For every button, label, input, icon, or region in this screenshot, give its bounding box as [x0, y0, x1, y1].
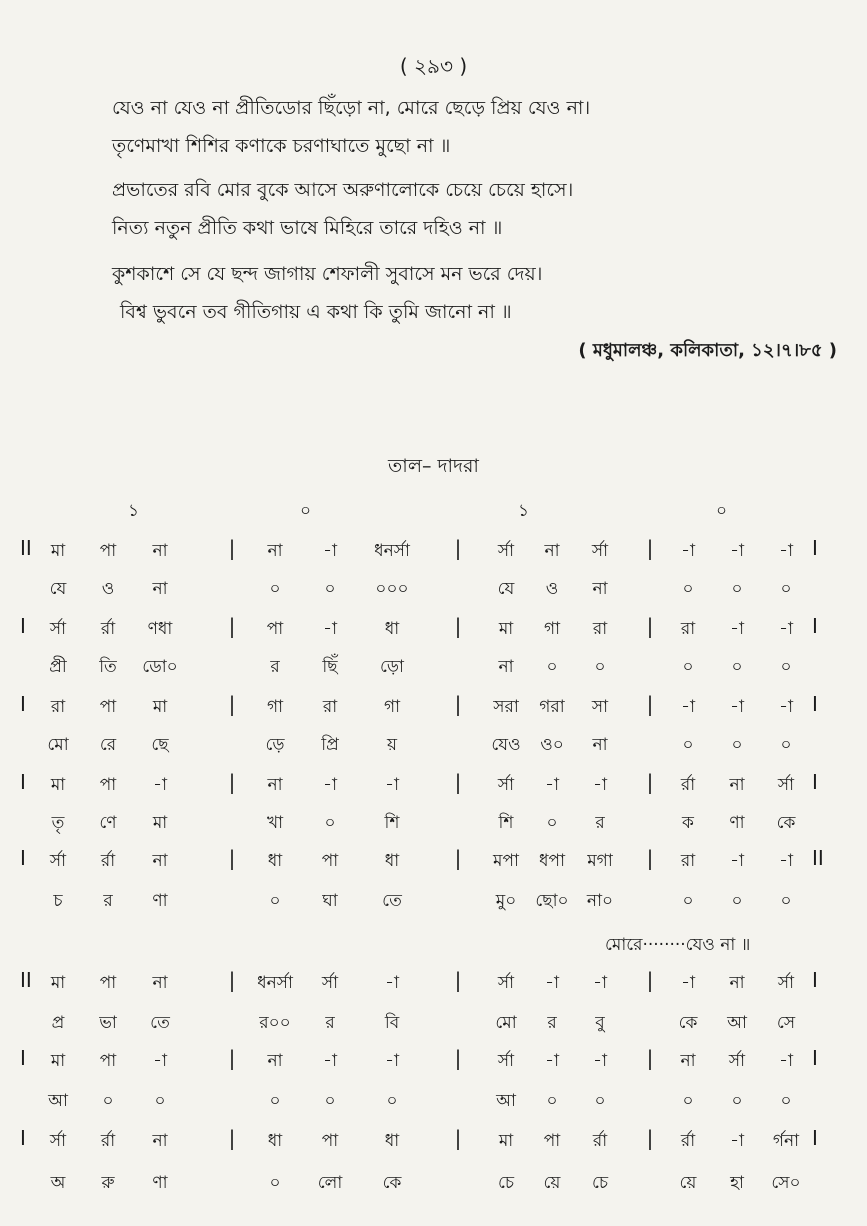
beat-separator: |: [454, 968, 462, 992]
beat-separator: |: [228, 968, 236, 992]
lyric-syllable: কে: [382, 1173, 402, 1193]
beat-separator: |: [228, 770, 236, 794]
lyric-syllable: ০: [102, 1091, 114, 1111]
lyric-syllable: সে০: [771, 1173, 801, 1193]
swara-note: -া: [730, 619, 744, 639]
swara-note: গা: [543, 619, 561, 639]
lyric-syllable: ০: [780, 735, 792, 755]
lyric-syllable: ০: [154, 1091, 166, 1111]
swara-note: -া: [730, 697, 744, 717]
swara-note: সরা: [493, 697, 519, 717]
lyric-syllable: হা: [730, 1173, 744, 1193]
lyric-syllable: ০: [682, 657, 694, 677]
lyric-syllable: মো: [47, 735, 69, 755]
lyric-syllable: ০: [731, 657, 743, 677]
swara-note: -া: [730, 1131, 744, 1151]
swara-note: -া: [153, 775, 167, 795]
lyric-syllable: ০: [731, 1091, 743, 1111]
swara-note: পা: [99, 1051, 117, 1071]
swara-note: না: [152, 973, 168, 993]
lyric-syllable: লো: [317, 1173, 343, 1193]
lyric-line: তৃণেমাখা শিশির কণাকে চরণাঘাতে মুছো না ॥: [112, 135, 451, 157]
lyric-syllable: ০: [269, 1173, 281, 1193]
lyric-syllable: ০: [780, 657, 792, 677]
beat-separator: |: [228, 614, 236, 638]
beat-mark: ১: [518, 501, 530, 521]
lyric-syllable: য়ে: [543, 1173, 561, 1193]
lyric-syllable: ০: [731, 579, 743, 599]
swara-note: পা: [321, 851, 339, 871]
swara-note: পা: [543, 1131, 561, 1151]
beat-separator: |: [646, 1046, 654, 1070]
lyric-syllable: না: [592, 579, 608, 599]
swara-note: পা: [266, 619, 284, 639]
swara-note: না: [544, 541, 560, 561]
lyric-syllable: র: [270, 657, 280, 677]
row-end-barline: II: [812, 846, 824, 870]
lyric-syllable: তে: [382, 891, 402, 911]
lyric-syllable: ০: [546, 813, 558, 833]
swara-note: -া: [323, 1051, 337, 1071]
swara-note: রা: [50, 697, 66, 717]
swara-note: র্রা: [100, 851, 116, 871]
beat-separator: |: [454, 614, 462, 638]
tala-title: তাল– দাদরা: [388, 455, 479, 477]
swara-note: পা: [99, 973, 117, 993]
swara-note: না: [729, 775, 745, 795]
swara-note: না: [267, 1051, 283, 1071]
swara-note: না: [267, 541, 283, 561]
lyric-syllable: ও০: [540, 735, 564, 755]
swara-note: রা: [680, 851, 696, 871]
beat-separator: |: [646, 536, 654, 560]
beat-separator: |: [454, 692, 462, 716]
lyric-syllable: কে: [776, 813, 796, 833]
swara-note: র্সা: [497, 541, 515, 561]
swara-note: ধা: [267, 851, 283, 871]
lyric-syllable: শি: [384, 813, 400, 833]
row-end-barline: I: [812, 1046, 818, 1070]
lyric-syllable: ০: [731, 891, 743, 911]
lyric-syllable: য়: [386, 735, 398, 755]
beat-separator: |: [228, 1126, 236, 1150]
lyric-syllable: প্রী: [49, 657, 67, 677]
lyric-syllable: আ: [496, 1091, 516, 1111]
lyric-syllable: ণা: [729, 813, 745, 833]
beat-separator: |: [646, 968, 654, 992]
lyric-syllable: ০: [546, 657, 558, 677]
lyric-syllable: ণা: [152, 1173, 168, 1193]
swara-note: র্রা: [592, 1131, 608, 1151]
swara-note: -া: [593, 1051, 607, 1071]
swara-note: -া: [681, 541, 695, 561]
lyric-syllable: তৃ: [51, 813, 65, 833]
lyric-syllable: রে: [99, 735, 117, 755]
swara-note: -া: [779, 541, 793, 561]
lyric-syllable: ও: [545, 579, 559, 599]
row-start-barline: I: [20, 614, 26, 638]
lyric-syllable: যে: [49, 579, 67, 599]
row-start-barline: II: [20, 536, 32, 560]
beat-separator: |: [454, 536, 462, 560]
lyric-syllable: ণে: [99, 813, 117, 833]
page-number: ( ২৯৩ ): [399, 54, 468, 78]
lyric-syllable: ০: [682, 579, 694, 599]
row-start-barline: I: [20, 770, 26, 794]
swara-note: রা: [322, 697, 338, 717]
lyric-syllable: ছো০: [535, 891, 569, 911]
swara-note: র্সা: [497, 973, 515, 993]
swara-note: -া: [385, 973, 399, 993]
swara-note: -া: [153, 1051, 167, 1071]
swara-note: গরা: [539, 697, 565, 717]
swara-note: না: [152, 541, 168, 561]
swara-note: -া: [545, 775, 559, 795]
lyric-syllable: ছে: [151, 735, 169, 755]
lyric-syllable: শি: [498, 813, 514, 833]
lyric-syllable: প্র: [51, 1013, 65, 1033]
swara-note: না: [729, 973, 745, 993]
swara-note: -া: [323, 541, 337, 561]
swara-note: রা: [680, 619, 696, 639]
lyric-syllable: ০: [780, 891, 792, 911]
swara-note: ধা: [267, 1131, 283, 1151]
lyric-syllable: যেও: [491, 735, 521, 755]
swara-note: ধা: [384, 619, 400, 639]
swara-note: র্রা: [680, 775, 696, 795]
beat-separator: |: [228, 1046, 236, 1070]
lyric-syllable: না: [498, 657, 514, 677]
lyric-syllable: চে: [591, 1173, 609, 1193]
swara-note: -া: [545, 1051, 559, 1071]
lyric-syllable: সে: [776, 1013, 796, 1033]
beat-separator: |: [454, 770, 462, 794]
swara-note: -া: [730, 541, 744, 561]
beat-separator: |: [454, 1126, 462, 1150]
swara-note: মা: [50, 541, 66, 561]
swara-note: ধপা: [539, 851, 565, 871]
lyric-syllable: ০: [324, 579, 336, 599]
swara-note: পা: [321, 1131, 339, 1151]
lyric-syllable: ড়ো: [380, 657, 404, 677]
lyric-syllable: ণা: [152, 891, 168, 911]
lyric-syllable: খা: [266, 813, 284, 833]
lyric-syllable: ০: [269, 891, 281, 911]
lyric-syllable: রু: [101, 1173, 115, 1193]
beat-separator: |: [454, 846, 462, 870]
swara-note: র্সা: [728, 1051, 746, 1071]
swara-note: না: [152, 851, 168, 871]
lyric-syllable: ০: [682, 1091, 694, 1111]
swara-note: -া: [323, 775, 337, 795]
lyric-line: যেও না যেও না প্রীতিডোর ছিঁড়ো না, মোরে ছেড়ে প্রিয় যেও না।: [112, 97, 591, 119]
lyric-syllable: ০: [386, 1091, 398, 1111]
beat-mark: ১: [128, 501, 140, 521]
source-citation: ( মধুমালঞ্চ, কলিকাতা, ১২।৭।৮৫ ): [578, 340, 837, 361]
swara-note: র্সা: [777, 973, 795, 993]
swara-note: ধনর্সা: [257, 973, 293, 993]
swara-note: র্সা: [591, 541, 609, 561]
swara-note: -া: [681, 697, 695, 717]
swara-note: পা: [99, 697, 117, 717]
lyric-syllable: ডো০: [142, 657, 178, 677]
swara-note: রা: [592, 619, 608, 639]
row-start-barline: I: [20, 692, 26, 716]
row-start-barline: I: [20, 1126, 26, 1150]
beat-mark: ০: [716, 501, 728, 521]
lyric-syllable: কে: [678, 1013, 698, 1033]
swara-note: র্সা: [49, 619, 67, 639]
lyric-syllable: না০: [586, 891, 614, 911]
beat-separator: |: [646, 1126, 654, 1150]
lyric-syllable: আ: [48, 1091, 68, 1111]
lyric-syllable: তে: [150, 1013, 170, 1033]
lyric-syllable: চ: [53, 891, 63, 911]
lyric-syllable: অ: [50, 1173, 66, 1193]
lyric-syllable: ০: [594, 657, 606, 677]
lyric-syllable: ০০০: [375, 579, 409, 599]
swara-note: র্রা: [100, 1131, 116, 1151]
beat-mark: ০: [300, 501, 312, 521]
swara-note: না: [152, 1131, 168, 1151]
swara-note: -া: [593, 973, 607, 993]
lyric-syllable: বু: [595, 1013, 605, 1033]
swara-note: পা: [99, 541, 117, 561]
row-end-barline: I: [812, 968, 818, 992]
swara-note: -া: [730, 851, 744, 871]
lyric-syllable: আ: [727, 1013, 747, 1033]
lyric-syllable: না: [152, 579, 168, 599]
swara-note: -া: [779, 619, 793, 639]
lyric-syllable: ০: [731, 735, 743, 755]
lyric-line: প্রভাতের রবি মোর বুকে আসে অরুণালোকে চেয়ে চেয়ে হাসে।: [112, 179, 574, 201]
swara-note: -া: [385, 1051, 399, 1071]
swara-note: সা: [591, 697, 609, 717]
swara-note: র্সা: [777, 775, 795, 795]
lyric-syllable: ক: [682, 813, 694, 833]
lyric-line: নিত্য নতুন প্রীতি কথা ভাষে মিহিরে তারে দহিও না ॥: [112, 217, 503, 239]
swara-note: র্সা: [49, 851, 67, 871]
lyric-syllable: ০: [269, 1091, 281, 1111]
lyric-syllable: তি: [99, 657, 117, 677]
swara-note: র্সা: [321, 973, 339, 993]
row-start-barline: II: [20, 968, 32, 992]
swara-note: মা: [498, 619, 514, 639]
swara-note: র্সা: [497, 1051, 515, 1071]
beat-separator: |: [646, 692, 654, 716]
lyric-line: বিশ্ব ভুবনে তব গীতিগায় এ কথা কি তুমি জানো না ॥: [120, 301, 512, 323]
swara-note: মপা: [493, 851, 519, 871]
lyric-syllable: ঘা: [322, 891, 338, 911]
swara-note: র্সা: [497, 775, 515, 795]
lyric-syllable: ০: [324, 813, 336, 833]
lyric-syllable: ০: [546, 1091, 558, 1111]
swara-note: -া: [779, 697, 793, 717]
beat-separator: |: [228, 536, 236, 560]
swara-note: মা: [50, 973, 66, 993]
swara-note: মা: [50, 1051, 66, 1071]
row-start-barline: I: [20, 846, 26, 870]
lyric-syllable: বি: [384, 1013, 400, 1033]
lyric-syllable: মো: [495, 1013, 517, 1033]
refrain-note: মোরে········যেও না ॥: [605, 935, 751, 955]
lyric-syllable: ভা: [99, 1013, 117, 1033]
swara-note: ণধা: [147, 619, 173, 639]
swara-note: ধনর্সা: [374, 541, 410, 561]
lyric-syllable: ছিঁ: [322, 657, 338, 677]
lyric-syllable: ০: [780, 1091, 792, 1111]
lyric-syllable: ০: [324, 1091, 336, 1111]
lyric-syllable: না: [592, 735, 608, 755]
lyric-syllable: ০: [780, 579, 792, 599]
lyric-syllable: র০০: [259, 1013, 291, 1033]
lyric-syllable: ০: [682, 891, 694, 911]
swara-note: -া: [779, 851, 793, 871]
row-end-barline: I: [812, 614, 818, 638]
swara-note: না: [680, 1051, 696, 1071]
swara-note: না: [267, 775, 283, 795]
swara-note: গা: [266, 697, 284, 717]
swara-note: -া: [323, 619, 337, 639]
lyric-syllable: ও: [101, 579, 115, 599]
lyric-syllable: র: [103, 891, 113, 911]
swara-note: পা: [99, 775, 117, 795]
lyric-syllable: র: [325, 1013, 335, 1033]
lyric-syllable: ০: [594, 1091, 606, 1111]
row-end-barline: I: [812, 1126, 818, 1150]
row-end-barline: I: [812, 536, 818, 560]
beat-separator: |: [646, 846, 654, 870]
lyric-syllable: চে: [497, 1173, 515, 1193]
beat-separator: |: [646, 614, 654, 638]
row-start-barline: I: [20, 1046, 26, 1070]
swara-note: র্সা: [49, 1131, 67, 1151]
swara-note: -া: [779, 1051, 793, 1071]
swara-note: -া: [385, 775, 399, 795]
beat-separator: |: [228, 692, 236, 716]
lyric-syllable: য়ে: [679, 1173, 697, 1193]
swara-note: গা: [383, 697, 401, 717]
lyric-syllable: ০: [682, 735, 694, 755]
swara-note: ধা: [384, 851, 400, 871]
lyric-line: কুশকাশে সে যে ছন্দ জাগায় শেফালী সুবাসে মন ভরে দেয়।: [112, 263, 543, 285]
swara-note: -া: [545, 973, 559, 993]
lyric-syllable: ০: [269, 579, 281, 599]
lyric-syllable: মু০: [495, 891, 517, 911]
lyric-syllable: প্রি: [321, 735, 339, 755]
lyric-syllable: র: [547, 1013, 557, 1033]
row-end-barline: I: [812, 770, 818, 794]
swara-note: র্রা: [680, 1131, 696, 1151]
swara-note: মা: [498, 1131, 514, 1151]
swara-note: -া: [681, 973, 695, 993]
swara-note: ধা: [384, 1131, 400, 1151]
lyric-syllable: ড়ে: [265, 735, 285, 755]
swara-note: মগা: [587, 851, 613, 871]
beat-separator: |: [228, 846, 236, 870]
lyric-syllable: যে: [497, 579, 515, 599]
swara-note: মা: [50, 775, 66, 795]
beat-separator: |: [454, 1046, 462, 1070]
swara-note: -া: [593, 775, 607, 795]
lyric-syllable: র: [595, 813, 605, 833]
swara-note: মা: [152, 697, 168, 717]
swara-note: র্রা: [100, 619, 116, 639]
swara-note: র্গনা: [772, 1131, 800, 1151]
row-end-barline: I: [812, 692, 818, 716]
beat-separator: |: [646, 770, 654, 794]
lyric-syllable: মা: [152, 813, 168, 833]
